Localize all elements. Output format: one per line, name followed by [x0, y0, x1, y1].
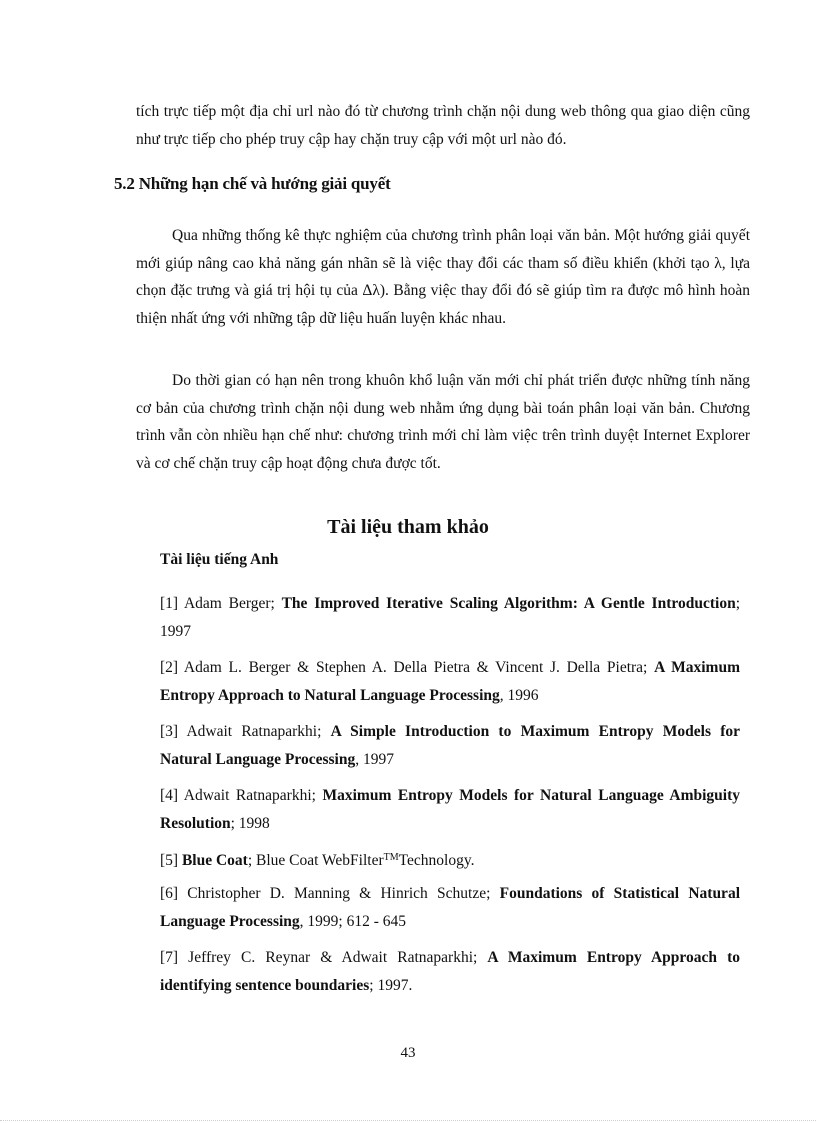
reference-authors: [5] — [160, 852, 182, 869]
reference-details: ; Blue Coat WebFilter — [247, 852, 384, 869]
reference-title: The Improved Iterative Scaling Algorithm: A Gentle Introduction — [281, 595, 736, 612]
reference-title: Foundations of Statistical Natural Language Processing — [160, 885, 740, 930]
section-heading: 5.2 Những hạn chế và hướng giải quyết — [114, 174, 391, 193]
reference-authors: [3] Adwait Ratnaparkhi; — [160, 723, 331, 740]
reference-title: A Maximum Entropy Approach to identifying sentence boundaries — [160, 949, 740, 994]
reference-details-continued: Technology. — [398, 852, 475, 869]
reference-authors: [1] Adam Berger; — [160, 595, 282, 612]
body-paragraph: Qua những thống kê thực nghiệm của chương trình phân loại văn bản. Một hướng giải quyết mới giúp nâng cao khả năng gán nhãn sẽ là việc thay đổi các tham số điều khiển (khởi tạo λ, lựa chọn đặc trưng và giá trị hội tụ của Δλ). Bằng việc thay đổi đó sẽ giúp tìm ra được mô hình hoàn thiện nhất ứng với những tập dữ liệu huấn luyện khác nhau. — [136, 227, 750, 327]
trademark-superscript: TM — [383, 852, 399, 863]
reference-details: ; 1997. — [369, 976, 413, 994]
reference-item — [160, 844, 740, 875]
reference-item — [160, 944, 740, 999]
reference-authors: [2] Adam L. Berger & Stephen A. Della Pietra & Vincent J. Della Pietra; — [160, 659, 655, 676]
body-paragraph: Do thời gian có hạn nên trong khuôn khổ luận văn mới chỉ phát triển được những tính năng cơ bản của chương trình chặn nội dung web nhằm ứng dụng bài toán phân loại văn bản. Chương trình vẫn còn nhiều hạn chế như: chương trình mới chỉ làm việc trên trình duyệt Internet Explorer và cơ chế chặn truy cập hoạt động chưa được tốt. — [136, 372, 750, 472]
reference-title: Maximum Entropy Models for Natural Language Ambiguity Resolution — [160, 787, 741, 832]
footer-divider — [0, 1120, 816, 1121]
reference-title: A Maximum Entropy Approach to Natural Language Processing — [160, 659, 740, 704]
reference-item — [160, 880, 740, 935]
reference-authors: [4] Adwait Ratnaparkhi; — [160, 787, 323, 804]
body-paragraph: tích trực tiếp một địa chỉ url nào đó từ chương trình chặn nội dung web thông qua giao diện cũng như trực tiếp cho phép truy cập hay chặn truy cập với một url nào đó. — [136, 103, 750, 148]
reference-item — [160, 654, 740, 709]
reference-details: ; 1997 — [160, 595, 740, 640]
reference-item — [160, 590, 740, 645]
references-title: Tài liệu tham khảo — [327, 516, 489, 538]
reference-details: ; 1998 — [230, 814, 270, 832]
reference-title: Blue Coat — [181, 852, 248, 869]
reference-details: , 1999; 612 - 645 — [299, 912, 406, 930]
reference-item — [160, 782, 740, 837]
reference-title: A Simple Introduction to Maximum Entropy Models for Natural Language Processing — [160, 723, 740, 768]
references-subtitle: Tài liệu tiếng Anh — [160, 551, 279, 568]
page-number: 43 — [400, 1045, 416, 1061]
reference-item — [160, 718, 740, 773]
reference-details: , 1996 — [499, 686, 539, 704]
reference-authors: [6] Christopher D. Manning & Hinrich Schutze; — [160, 885, 500, 902]
reference-details: , 1997 — [355, 750, 394, 768]
reference-authors: [7] Jeffrey C. Reynar & Adwait Ratnaparkhi; — [160, 949, 488, 966]
